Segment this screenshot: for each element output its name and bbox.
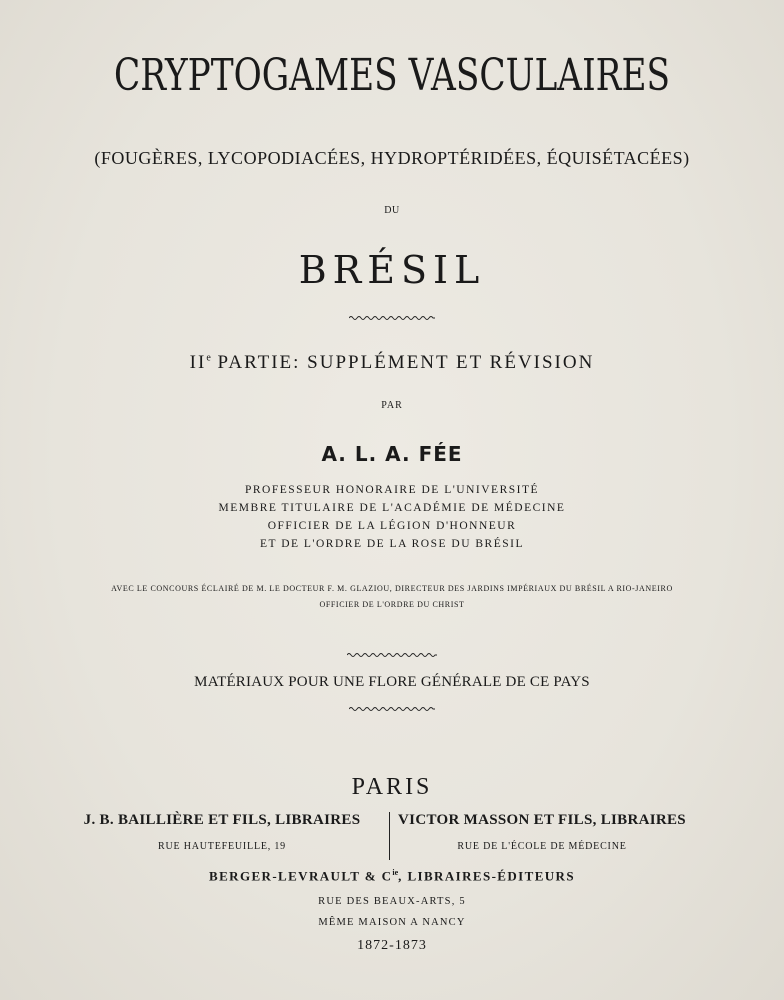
editor-superscript: ie	[392, 868, 399, 877]
part-numeral: II	[189, 352, 207, 373]
publisher-name: J. B. BAILLIÈRE ET FILS, LIBRAIRES	[83, 812, 361, 828]
credential-line: OFFICIER DE LA LÉGION D'HONNEUR	[267, 520, 517, 532]
materiaux-line: MATÉRIAUX POUR UNE FLORE GÉNÉRALE DE CE PAYS	[194, 674, 590, 690]
part-text: PARTIE: SUPPLÉMENT ET RÉVISION	[210, 352, 595, 373]
editor-suffix: , LIBRAIRES-ÉDITEURS	[398, 868, 575, 884]
publisher-divider	[389, 812, 390, 860]
credential-line: PROFESSEUR HONORAIRE DE L'UNIVERSITÉ	[244, 484, 540, 496]
ornament-rule-top	[349, 314, 435, 322]
ornament-rule-middle	[347, 651, 437, 659]
publisher-left	[62, 812, 382, 852]
credential-line: ET DE L'ORDRE DE LA ROSE DU BRÉSIL	[259, 538, 524, 550]
publisher-right	[397, 812, 687, 852]
publishers-block	[0, 812, 784, 862]
publisher-address: RUE DE L'ÉCOLE DE MÉDECINE	[457, 841, 627, 852]
collaboration-line: AVEC LE CONCOURS ÉCLAIRÉ DE M. LE DOCTEUR F. M. GLAZIOU, DIRECTEUR DES JARDINS IMPÉRIAUX DU BRÉSIL A RIO-JANEIRO	[111, 584, 673, 593]
editor-line	[0, 868, 784, 884]
credential-line: MEMBRE TITULAIRE DE L'ACADÉMIE DE MÉDECINE	[218, 502, 566, 514]
collaboration-line: OFFICIER DE L'ORDRE DU CHRIST	[319, 600, 465, 609]
part-heading	[0, 352, 784, 374]
ornament-rule-bottom	[349, 705, 435, 713]
book-subtitle: (FOUGÈRES, LYCOPODIACÉES, HYDROPTÉRIDÉES, ÉQUISÉTACÉES)	[94, 148, 690, 168]
du-label: DU	[384, 205, 400, 216]
author-name: A. L. A. FÉE	[321, 442, 463, 466]
publisher-name: VICTOR MASSON ET FILS, LIBRAIRES	[398, 812, 686, 828]
branch-line: MÊME MAISON A NANCY	[318, 917, 466, 928]
publication-years: 1872-1873	[357, 938, 427, 953]
editor-prefix: BERGER-LEVRAULT & C	[209, 868, 393, 884]
editor-address: RUE DES BEAUX-ARTS, 5	[318, 896, 466, 907]
book-title: CRYPTOGAMES VASCULAIRES	[113, 50, 671, 101]
city-name: PARIS	[351, 774, 433, 800]
country-title: BRÉSIL	[298, 248, 486, 292]
part-superscript: e	[206, 352, 211, 364]
par-label: PAR	[381, 400, 403, 411]
publisher-address: RUE HAUTEFEUILLE, 19	[158, 841, 286, 852]
